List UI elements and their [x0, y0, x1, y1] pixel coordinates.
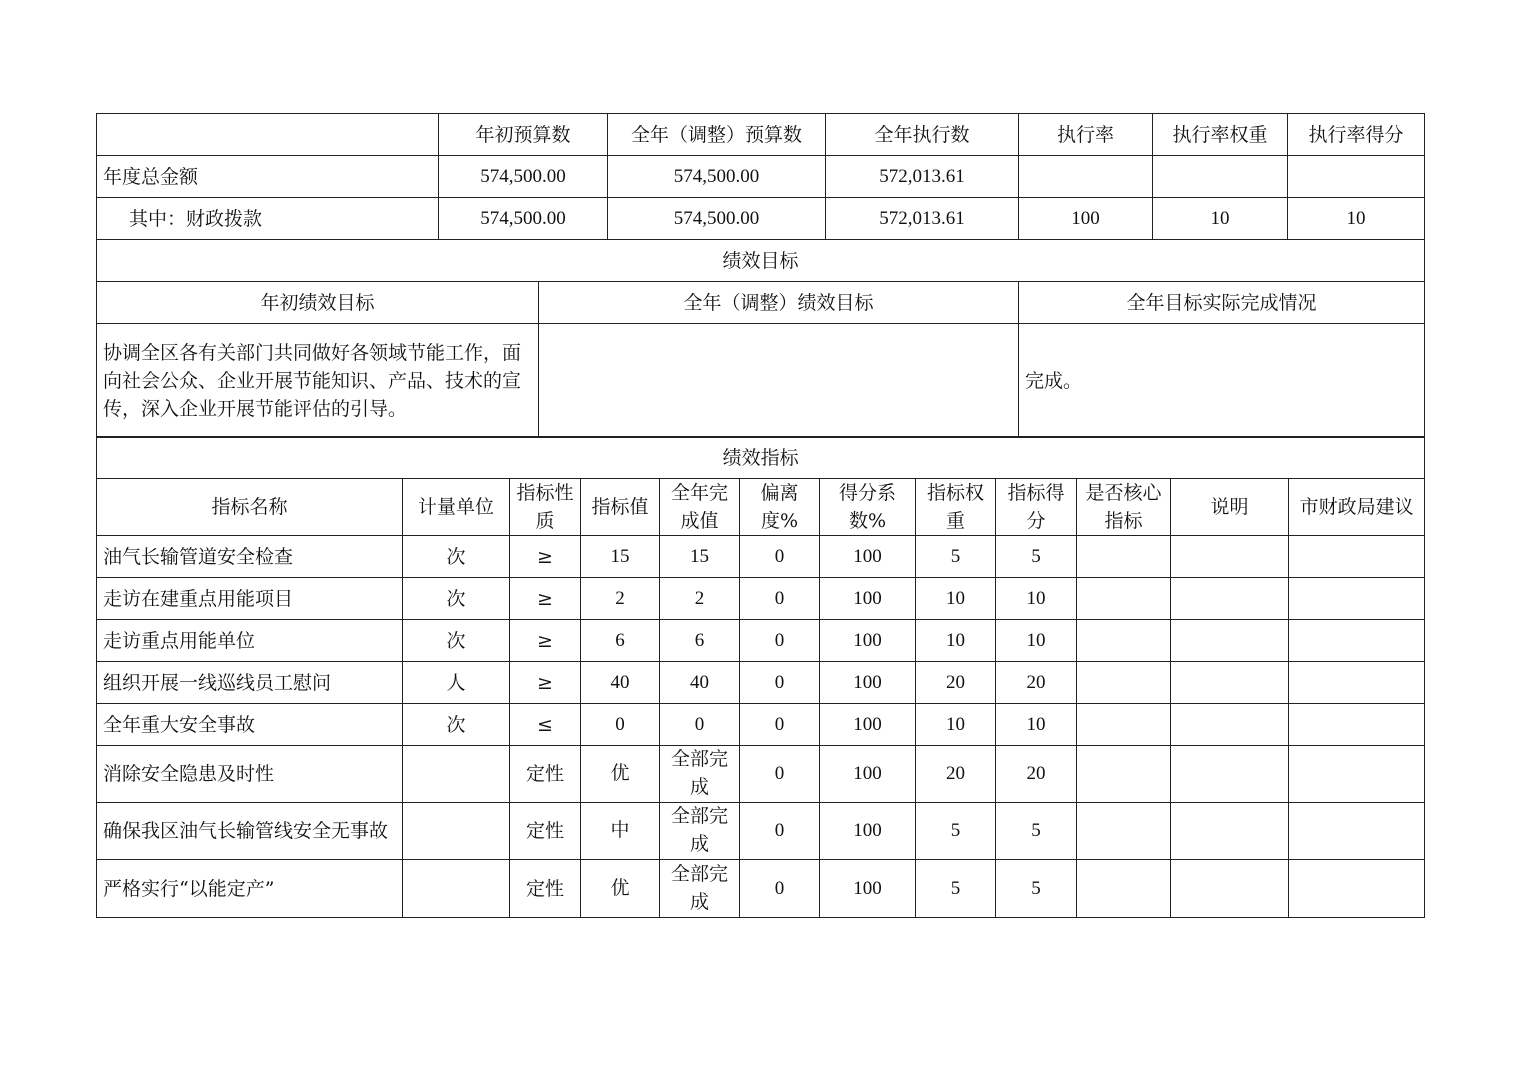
indicator-name-cell: 消除安全隐患及时性 — [97, 746, 403, 803]
indicator-cell: 0 — [740, 536, 820, 578]
indicator-cell: 0 — [740, 746, 820, 803]
table-row — [97, 662, 1425, 704]
indicator-cell — [1077, 803, 1171, 860]
table-row — [97, 536, 1425, 578]
adjusted-goal-text — [539, 324, 1019, 438]
indicator-cell: 6 — [660, 620, 740, 662]
indicator-cell: 40 — [581, 662, 660, 704]
indicators-header-row — [97, 479, 1425, 536]
indicator-cell: 0 — [740, 704, 820, 746]
indicator-name-cell: 走访在建重点用能项目 — [97, 578, 403, 620]
indicator-name-cell: 油气长输管道安全检查 — [97, 536, 403, 578]
indicators-table — [96, 436, 1425, 918]
indicator-cell: 0 — [581, 704, 660, 746]
indicator-cell: 5 — [996, 536, 1077, 578]
budget-header-cell: 全年（调整）预算数 — [608, 114, 826, 156]
indicator-header-cell: 指标性质 — [510, 479, 581, 536]
indicator-cell: 5 — [916, 536, 996, 578]
budget-goal-table — [96, 113, 1425, 438]
indicator-cell: ≥ — [510, 578, 581, 620]
indicator-cell: 5 — [996, 803, 1077, 860]
indicator-cell: 5 — [996, 860, 1077, 918]
indicators-section-title: 绩效指标 — [97, 437, 1425, 479]
indicator-cell: 100 — [820, 704, 916, 746]
actual-completion-text: 完成。 — [1019, 324, 1425, 438]
indicator-cell: 次 — [403, 536, 510, 578]
budget-cell — [1288, 156, 1425, 198]
budget-row — [97, 156, 1425, 198]
indicator-header-cell: 全年完成值 — [660, 479, 740, 536]
budget-row — [97, 198, 1425, 240]
indicator-cell: 0 — [740, 620, 820, 662]
indicator-cell: 100 — [820, 746, 916, 803]
indicator-header-cell: 偏离度% — [740, 479, 820, 536]
indicator-cell: 20 — [996, 662, 1077, 704]
indicator-cell: 定性 — [510, 746, 581, 803]
indicator-cell: 0 — [740, 578, 820, 620]
indicator-cell: 10 — [916, 620, 996, 662]
budget-cell: 574,500.00 — [608, 156, 826, 198]
budget-header-cell: 执行率 — [1019, 114, 1153, 156]
table-row — [97, 578, 1425, 620]
indicator-header-cell: 指标名称 — [97, 479, 403, 536]
indicator-header-cell: 指标权重 — [916, 479, 996, 536]
indicator-cell — [1289, 704, 1425, 746]
budget-cell: 574,500.00 — [439, 156, 608, 198]
indicator-cell — [1077, 704, 1171, 746]
indicator-header-cell: 是否核心指标 — [1077, 479, 1171, 536]
indicator-header-cell: 说明 — [1171, 479, 1289, 536]
table-row — [97, 620, 1425, 662]
indicator-cell: ≥ — [510, 620, 581, 662]
indicator-cell: 10 — [916, 578, 996, 620]
indicator-cell: 5 — [916, 803, 996, 860]
budget-row-label: 其中：财政拨款 — [97, 198, 439, 240]
budget-row-label: 年度总金额 — [97, 156, 439, 198]
indicator-cell: 6 — [581, 620, 660, 662]
indicator-cell: 100 — [820, 860, 916, 918]
indicator-cell: 优 — [581, 746, 660, 803]
indicator-cell: 40 — [660, 662, 740, 704]
indicator-cell: 100 — [820, 620, 916, 662]
indicator-header-cell: 指标值 — [581, 479, 660, 536]
indicator-cell — [1289, 662, 1425, 704]
budget-cell: 572,013.61 — [826, 156, 1019, 198]
indicator-cell — [1289, 860, 1425, 918]
goals-header-cell: 全年（调整）绩效目标 — [539, 282, 1019, 324]
indicator-cell: 10 — [916, 704, 996, 746]
indicator-cell: 次 — [403, 578, 510, 620]
indicator-cell — [1171, 662, 1289, 704]
indicator-cell: 次 — [403, 620, 510, 662]
indicator-cell: 20 — [996, 746, 1077, 803]
indicator-name-cell: 确保我区油气长输管线安全无事故 — [97, 803, 403, 860]
budget-header-row — [97, 114, 1425, 156]
indicator-cell: 20 — [916, 746, 996, 803]
indicator-cell: 中 — [581, 803, 660, 860]
indicator-cell: 2 — [581, 578, 660, 620]
indicator-cell: 15 — [581, 536, 660, 578]
indicator-cell — [1289, 746, 1425, 803]
indicator-cell: 次 — [403, 704, 510, 746]
indicator-cell — [1289, 578, 1425, 620]
indicator-cell — [1171, 536, 1289, 578]
indicator-name-cell: 严格实行“以能定产” — [97, 860, 403, 918]
indicator-cell: 0 — [740, 860, 820, 918]
indicator-cell — [1289, 536, 1425, 578]
indicator-cell — [1077, 662, 1171, 704]
indicator-cell — [1171, 803, 1289, 860]
indicator-cell: 人 — [403, 662, 510, 704]
indicator-cell — [1171, 704, 1289, 746]
budget-cell — [1019, 156, 1153, 198]
budget-cell: 574,500.00 — [608, 198, 826, 240]
indicator-cell: 定性 — [510, 803, 581, 860]
indicator-cell — [1171, 746, 1289, 803]
indicator-cell: 全部完成 — [660, 746, 740, 803]
indicator-header-cell: 指标得分 — [996, 479, 1077, 536]
table-row — [97, 860, 1425, 918]
indicator-cell: 15 — [660, 536, 740, 578]
indicator-cell: 100 — [820, 803, 916, 860]
indicator-name-cell: 走访重点用能单位 — [97, 620, 403, 662]
indicator-cell: 10 — [996, 578, 1077, 620]
initial-goal-text: 协调全区各有关部门共同做好各领域节能工作，面向社会公众、企业开展节能知识、产品、技术的宣传，深入企业开展节能评估的引导。 — [97, 324, 539, 438]
indicator-cell — [403, 746, 510, 803]
indicator-cell: 10 — [996, 620, 1077, 662]
indicator-cell: 2 — [660, 578, 740, 620]
table-row — [97, 746, 1425, 803]
indicator-cell: 全部完成 — [660, 860, 740, 918]
budget-header-cell: 执行率得分 — [1288, 114, 1425, 156]
indicator-cell — [1077, 620, 1171, 662]
goals-header-cell: 年初绩效目标 — [97, 282, 539, 324]
indicator-header-cell: 计量单位 — [403, 479, 510, 536]
indicator-cell — [1077, 860, 1171, 918]
budget-header-cell: 执行率权重 — [1153, 114, 1288, 156]
indicator-cell — [1077, 578, 1171, 620]
budget-cell: 10 — [1288, 198, 1425, 240]
indicator-cell — [1171, 620, 1289, 662]
indicator-header-cell: 得分系数% — [820, 479, 916, 536]
budget-header-cell: 年初预算数 — [439, 114, 608, 156]
goals-header-cell: 全年目标实际完成情况 — [1019, 282, 1425, 324]
indicator-cell: 优 — [581, 860, 660, 918]
indicator-cell: ≥ — [510, 536, 581, 578]
indicator-cell: 全部完成 — [660, 803, 740, 860]
budget-header-cell: 全年执行数 — [826, 114, 1019, 156]
indicator-cell — [1289, 803, 1425, 860]
goals-header-row — [97, 282, 1425, 324]
indicator-cell: ≥ — [510, 662, 581, 704]
indicator-cell: 100 — [820, 578, 916, 620]
goals-section-title: 绩效目标 — [97, 240, 1425, 282]
indicator-cell — [1077, 746, 1171, 803]
budget-cell — [1153, 156, 1288, 198]
indicator-cell — [1171, 860, 1289, 918]
budget-cell: 100 — [1019, 198, 1153, 240]
budget-cell: 10 — [1153, 198, 1288, 240]
indicator-cell — [403, 860, 510, 918]
indicator-cell: 定性 — [510, 860, 581, 918]
indicator-cell — [1171, 578, 1289, 620]
indicator-cell: 20 — [916, 662, 996, 704]
indicator-cell — [1289, 620, 1425, 662]
goals-content-row — [97, 324, 1425, 438]
indicator-cell: 0 — [660, 704, 740, 746]
indicator-cell: 100 — [820, 536, 916, 578]
budget-cell: 574,500.00 — [439, 198, 608, 240]
indicator-cell: 0 — [740, 803, 820, 860]
indicator-cell: 5 — [916, 860, 996, 918]
indicator-cell — [1077, 536, 1171, 578]
indicator-cell: 100 — [820, 662, 916, 704]
budget-header-cell — [97, 114, 439, 156]
table-row — [97, 803, 1425, 860]
table-row — [97, 704, 1425, 746]
indicator-cell — [403, 803, 510, 860]
indicator-cell: ≤ — [510, 704, 581, 746]
indicator-name-cell: 全年重大安全事故 — [97, 704, 403, 746]
budget-cell: 572,013.61 — [826, 198, 1019, 240]
indicator-cell: 0 — [740, 662, 820, 704]
indicator-header-cell: 市财政局建议 — [1289, 479, 1425, 536]
indicator-name-cell: 组织开展一线巡线员工慰问 — [97, 662, 403, 704]
indicator-cell: 10 — [996, 704, 1077, 746]
